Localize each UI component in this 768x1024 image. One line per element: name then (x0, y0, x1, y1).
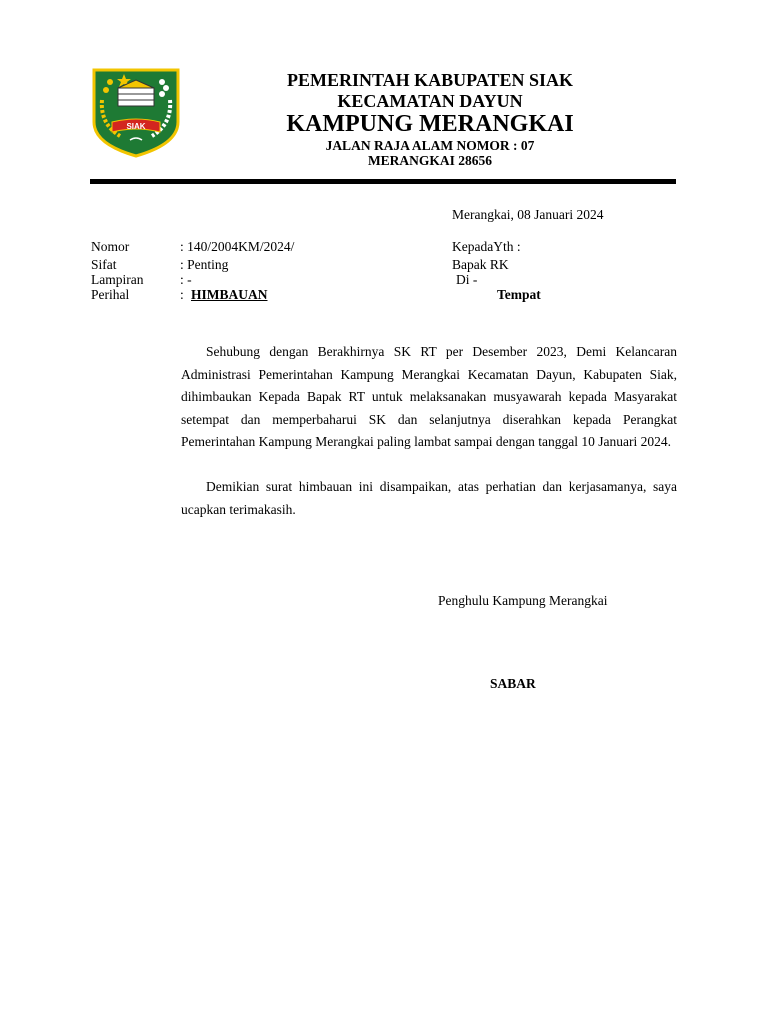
siak-regency-logo (90, 64, 182, 158)
perihal-label: Perihal (91, 287, 130, 302)
perihal-colon: : (180, 287, 184, 302)
header-address: JALAN RAJA ALAM NOMOR : 07 (325, 138, 535, 153)
header-district: KECAMATAN DAYUN (337, 91, 523, 111)
header-village: KAMPUNG MERANGKAI (286, 111, 574, 137)
lampiran-label: Lampiran (91, 272, 144, 287)
recipient-place: Tempat (497, 287, 541, 302)
header-government: PEMERINTAH KABUPATEN SIAK (286, 70, 574, 90)
nomor-label: Nomor (91, 239, 130, 254)
letter-date: Merangkai, 08 Januari 2024 (452, 207, 604, 222)
header-postal: MERANGKAI 28656 (367, 153, 493, 168)
sifat-value: : Penting (180, 257, 229, 272)
signature-name: SABAR (490, 676, 536, 691)
body-paragraph-1: Sehubung dengan Berakhirnya SK RT per Desember 2023, Demi Kelancaran Administrasi Pemerintahan Kampung Merangkai Kecamatan Dayun, Kabupaten Siak, dihimbaukan Kepada Bapak RT untuk melaksanakan musyawarah kepada Masyarakat setempat dan memperbaharui SK dan selanjutnya diserahkan kepada Perangkat Pemerintahan Kampung Merangkai paling lambat sampai dengan tanggal 10 Januari 2024. (181, 344, 677, 450)
header-divider (90, 179, 676, 184)
signature-title: Penghulu Kampung Merangkai (438, 593, 608, 608)
body-paragraph-2: Demikian surat himbauan ini disampaikan, atas perhatian dan kerjasamanya, saya ucapkan terimakasih. (181, 479, 677, 517)
recipient-name: Bapak RK (452, 257, 509, 272)
nomor-value: : 140/2004KM/2024/ (180, 239, 295, 254)
lampiran-value: : - (180, 272, 192, 287)
sifat-label: Sifat (91, 257, 117, 272)
perihal-value: HIMBAUAN (191, 287, 268, 302)
recipient-salutation: KepadaYth : (452, 239, 521, 254)
recipient-di: Di - (456, 272, 478, 287)
logo-text: SIAK (126, 122, 146, 131)
